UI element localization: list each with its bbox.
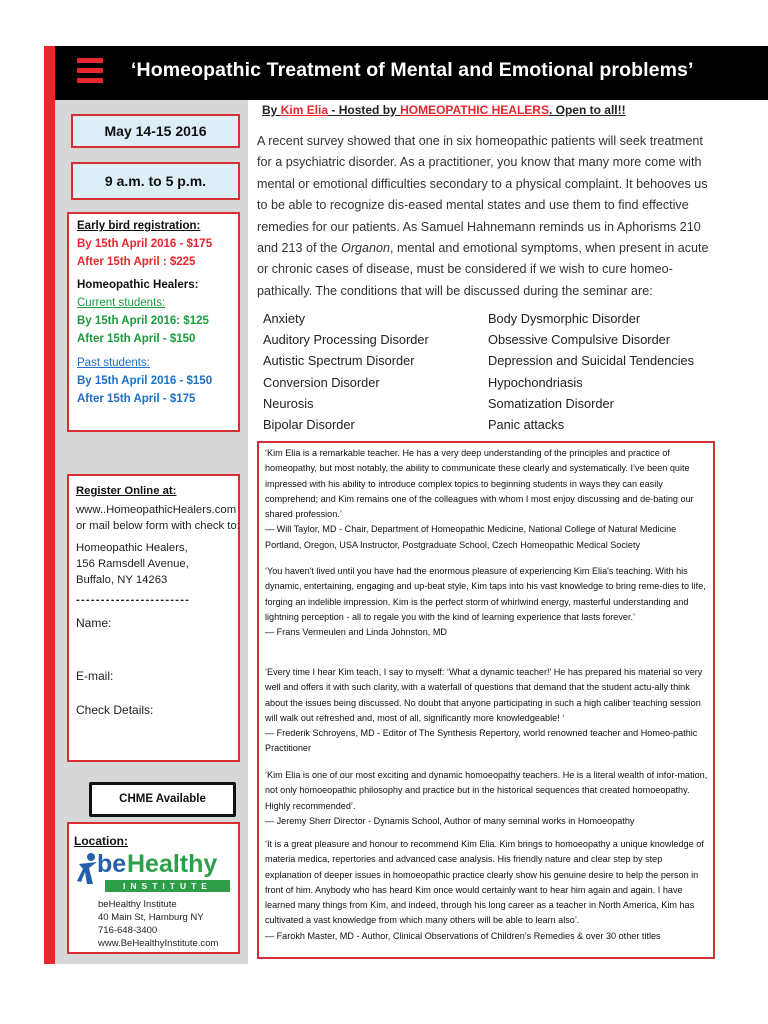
testimonial-author: — Farokh Master, MD - Author, Clinical Observations of Children’s Remedies & over 30 other titles [265, 930, 661, 941]
list-item: Panic attacks [488, 417, 565, 433]
list-item: Hypochondriasis [488, 374, 583, 390]
list-item: Neurosis [263, 395, 314, 411]
list-item: Obsessive Compulsive Disorder [488, 332, 671, 348]
location-address: 40 Main St, Hamburg NY [98, 912, 204, 923]
early-bird-price-2: After 15th April : $225 [77, 256, 196, 268]
location-phone: 716-648-3400 [98, 925, 158, 936]
testimonial [265, 837, 708, 944]
location-title: Location: [74, 834, 128, 848]
current-price-1: By 15th April 2016: $125 [77, 315, 209, 327]
testimonial-text: ‘Kim Elia is a remarkable teacher. He has a very deep understanding of the principles and practice of homeopathy, but most notably, the ability to communicate these clearly and systematically. I’ve been quite impressed with his ability to introduce complex topics to beginning students in ways they can easily comprehend; and Kim remains one of the colleagues with whom I most enjoy discussing and de-bating our shared profession.’ [265, 448, 694, 520]
form-divider: ----------------------- [76, 594, 191, 606]
location-box [67, 822, 240, 954]
testimonial-text: ‘Every time I hear Kim teach, I say to myself: ‘What a dynamic teacher!’ He has prepared his material so very well and offers it with such clarity, with a waterfall of questions that demand that the student actu-ally think about the issues being discussed. No doubt that anyone participating in such a high caliber teaching session will walk out refreshed and, most of all, significantly more knowledgeable! ‘ [265, 667, 703, 723]
list-item: Conversion Disorder [263, 374, 380, 390]
intro-paragraph [257, 131, 715, 302]
early-bird-title: Early bird registration: [77, 220, 201, 232]
left-accent-strip [44, 46, 55, 964]
mail-note: or mail below form with check to: [76, 520, 240, 532]
org-name: Homeopathic Healers, [76, 542, 188, 554]
byline-by: By [262, 103, 281, 117]
hamburger-menu-icon[interactable] [77, 58, 103, 84]
list-item: Body Dysmorphic Disorder [488, 311, 641, 326]
early-bird-price-1: By 15th April 2016 - $175 [77, 238, 213, 250]
testimonial-text: ‘It is a great pleasure and honour to recommend Kim Elia. Kim brings to homoeopathy a unique knowledge of materia medica, repertories and advanced case analysis. His friendly nature and clear step by step explanation of deeper issues in homoeopathic practice clearly show his genuine desire to help the person in front of him. Anybody who has heard Kim once would certainly want to hear him again and again. I have learned many things from Kim, and indeed, through his long career as a teacher in North America, Kim has cultivated a vast knowledge from which many others will be able to learn also’. [265, 839, 704, 926]
pricing-box [67, 212, 240, 432]
byline-author[interactable]: Kim Elia [280, 103, 329, 117]
byline [262, 103, 626, 117]
conditions-left-list [263, 308, 429, 435]
email-field-label: E-mail: [76, 669, 114, 683]
logo-institute: INSTITUTE [105, 880, 230, 892]
testimonial-author: — Frederik Schroyens, MD - Editor of The Synthesis Repertory, world renowned teacher and Homeo-pathic Practitioner [265, 728, 698, 754]
logo-be: be [97, 850, 127, 878]
register-url[interactable]: www..HomeopathicHealers.com [76, 504, 237, 516]
past-price-1: By 15th April 2016 - $150 [77, 375, 213, 387]
byline-open: . Open to all!! [548, 103, 626, 117]
byline-hosted: - Hosted by [328, 103, 401, 117]
list-item: Anxiety [263, 311, 305, 326]
event-time: 9 a.m. to 5 p.m. [71, 162, 240, 200]
behealthy-logo [75, 850, 233, 896]
list-item: Autistic Spectrum Disorder [263, 353, 415, 369]
byline-host[interactable]: HOMEOPATHIC HEALERS [400, 103, 549, 117]
list-item: Bipolar Disorder [263, 417, 355, 433]
current-price-2: After 15th April - $150 [77, 333, 196, 345]
page-title: ‘Homeopathic Treatment of Mental and Emotional problems’ [131, 59, 694, 81]
current-students-title: Current students: [77, 297, 166, 309]
past-price-2: After 15th April - $175 [77, 393, 196, 405]
testimonial-text: ‘Kim Elia is one of our most exciting and dynamic homoeopathy teachers. He is a literal wealth of infor-mation, not only homoeopathic philosophy and practice but in the historical sequences that created homoeopathy. Highly recommended’. [265, 770, 708, 811]
intro-part-1: A recent survey showed that one in six homeopathic patients will seek treatment for a psychiatric disorder. As a practitioner, you know that many more come with mental or emotional difficulties secondary to a physical complaint. It behooves us to be able to recognize dis-eased mental states and use them to find effective remedies for our patients. As Samuel Hahnemann reminds us in Aphorisms 210 and 213 of the [257, 134, 708, 256]
testimonial [265, 665, 708, 757]
org-street: 156 Ramsdell Avenue, [76, 558, 189, 570]
testimonial-author: — Jeremy Sherr Director - Dynamis School, Author of many seminal works in Homoeopathy [265, 815, 635, 826]
location-name: beHealthy Institute [98, 899, 177, 910]
list-item: Auditory Processing Disorder [263, 332, 429, 348]
testimonial-author: — Frans Vermeulen and Linda Johnston, MD [265, 627, 447, 638]
past-students-title: Past students: [77, 357, 150, 369]
list-item: Depression and Suicidal Tendencies [488, 353, 695, 369]
testimonial-author: — Will Taylor, MD - Chair, Department of Homeopathic Medicine, National College of Natural Medicine Portland, Oregon, USA Instructor, Postgraduate School, Czech Homeopathic Medical Society [265, 524, 677, 550]
intro-organon: Organon [341, 241, 391, 256]
location-url[interactable]: www.BeHealthyInstitute.com [98, 938, 219, 949]
testimonial [265, 768, 708, 829]
testimonial-text: ‘You haven't lived until you have had the enormous pleasure of experiencing Kim Elia's teaching. With his dynamic, entertaining, engaging and up-beat style, Kim taps into his vast knowledge to bring reme-dies to life, forging an indelible impression. Kim is the perfect storm of whirlwind energy, masterful understanding and lightning perception - all to regale you with the kind of learning experience that lasts forever.’ [265, 566, 706, 622]
event-date: May 14-15 2016 [71, 114, 240, 148]
testimonials-box [257, 441, 715, 959]
healers-title: Homeopathic Healers: [77, 279, 199, 291]
chme-badge: CHME Available [89, 782, 236, 817]
registration-box [67, 474, 240, 762]
register-title: Register Online at: [76, 485, 177, 497]
check-details-label: Check Details: [76, 703, 154, 717]
testimonial [265, 446, 708, 553]
intro-part-2: , mental and emotional symptoms, when present in acute or chronic cases of disease, must be considered if we wish to cure homeo-pathically. The conditions that will be discussed during the seminar are: [257, 241, 709, 298]
testimonial [265, 564, 708, 640]
list-item: Somatization Disorder [488, 395, 614, 411]
logo-healthy: Healthy [127, 850, 218, 878]
name-field-label: Name: [76, 616, 112, 630]
org-city: Buffalo, NY 14263 [76, 574, 168, 586]
conditions-right-list [488, 308, 694, 435]
header-bar [55, 46, 768, 100]
